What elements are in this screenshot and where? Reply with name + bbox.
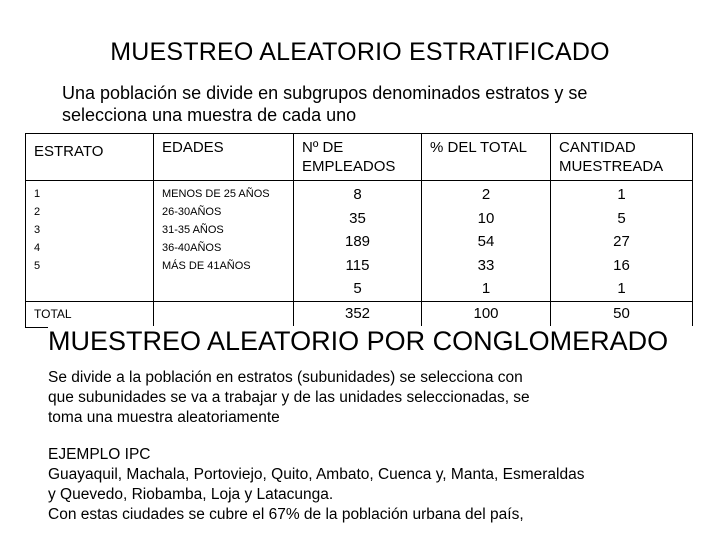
paragraph-line: toma una muestra aleatoriamente bbox=[48, 409, 280, 426]
header-label: % DEL TOTAL bbox=[430, 139, 527, 156]
porcentaje-value: 54 bbox=[477, 233, 495, 250]
paragraph-line: Se divide a la población en estratos (subunidades) se selecciona con bbox=[48, 369, 523, 386]
cantidad-value: 5 bbox=[617, 209, 626, 227]
cantidad-cell bbox=[551, 181, 693, 302]
estrato-value: 2 bbox=[34, 206, 41, 218]
empleados-value: 8 bbox=[353, 186, 362, 203]
empleados-value: 35 bbox=[349, 209, 366, 227]
header-empleados bbox=[294, 134, 422, 181]
header-label: EMPLEADOS bbox=[302, 158, 396, 175]
section-title: MUESTREO ALEATORIO POR CONGLOMERADO bbox=[48, 326, 720, 357]
intro-line: selecciona una muestra de cada uno bbox=[62, 105, 357, 125]
paragraph-line: Con estas ciudades se cubre el 67% de la población urbana del país, bbox=[48, 506, 524, 523]
header-label: Nº DE bbox=[302, 139, 344, 156]
header-estrato bbox=[26, 134, 154, 181]
example-paragraph bbox=[48, 445, 698, 525]
strata-table bbox=[25, 133, 693, 328]
total-label: TOTAL bbox=[34, 306, 72, 321]
porcentaje-list bbox=[422, 181, 550, 301]
header-edades bbox=[154, 134, 294, 181]
total-empleados-cell bbox=[294, 301, 422, 327]
porcentaje-value: 33 bbox=[477, 256, 495, 274]
estrato-value: 1 bbox=[34, 188, 41, 200]
cantidad-list bbox=[551, 181, 692, 301]
header-label: EDADES bbox=[162, 139, 224, 156]
paragraph-line: EJEMPLO IPC bbox=[48, 446, 151, 463]
empleados-cell bbox=[294, 181, 422, 302]
cantidad-value: 27 bbox=[613, 233, 630, 250]
empleados-value: 189 bbox=[344, 233, 371, 250]
edades-value: 31-35 AÑOS bbox=[162, 224, 224, 236]
total-label-cell bbox=[26, 301, 154, 327]
estrato-value: 3 bbox=[34, 224, 41, 236]
estrato-value: 5 bbox=[34, 260, 41, 272]
header-label: ESTRATO bbox=[34, 143, 104, 160]
estrato-value: 4 bbox=[34, 242, 41, 254]
total-porcentaje-cell bbox=[422, 301, 551, 327]
cantidad-value: 16 bbox=[613, 256, 630, 274]
header-porcentaje bbox=[422, 134, 551, 181]
edades-value: MENOS DE 25 AÑOS bbox=[162, 188, 270, 200]
cantidad-value: 1 bbox=[617, 280, 626, 297]
edades-value: MÁS DE 41AÑOS bbox=[162, 260, 251, 272]
total-empleados: 352 bbox=[344, 304, 371, 322]
empleados-value: 5 bbox=[353, 280, 362, 297]
table-header-row bbox=[26, 134, 693, 181]
table-body-row bbox=[26, 181, 693, 302]
header-label: MUESTREADA bbox=[559, 158, 664, 175]
table-total-row bbox=[26, 301, 693, 327]
paragraph-line: Guayaquil, Machala, Portoviejo, Quito, Ambato, Cuenca y, Manta, Esmeraldas bbox=[48, 466, 585, 483]
porcentaje-value: 10 bbox=[477, 209, 495, 227]
porcentaje-value: 1 bbox=[481, 280, 491, 297]
header-cantidad bbox=[551, 134, 693, 181]
edades-cell bbox=[154, 181, 294, 302]
section-paragraph bbox=[48, 368, 698, 428]
total-porcentaje: 100 bbox=[473, 304, 499, 322]
porcentaje-value: 2 bbox=[481, 186, 491, 203]
empleados-list bbox=[294, 181, 421, 301]
header-label: CANTIDAD bbox=[559, 139, 636, 156]
estrato-cell bbox=[26, 181, 154, 302]
edades-value: 36-40AÑOS bbox=[162, 242, 222, 254]
paragraph-line: y Quevedo, Riobamba, Loja y Latacunga. bbox=[48, 486, 334, 503]
cantidad-value: 1 bbox=[617, 186, 626, 203]
intro-line: Una población se divide en subgrupos denominados estratos y se bbox=[62, 83, 588, 103]
total-cantidad-cell bbox=[551, 301, 693, 327]
total-empty-cell bbox=[154, 301, 294, 327]
porcentaje-cell bbox=[422, 181, 551, 302]
estrato-list bbox=[26, 181, 153, 275]
intro-text bbox=[62, 82, 682, 126]
total-cantidad: 50 bbox=[613, 304, 630, 322]
edades-list bbox=[154, 181, 293, 275]
empleados-value: 115 bbox=[345, 256, 370, 274]
edades-value: 26-30AÑOS bbox=[162, 206, 222, 218]
slide-title: MUESTREO ALEATORIO ESTRATIFICADO bbox=[110, 38, 610, 66]
paragraph-line: que subunidades se va a trabajar y de las unidades seleccionadas, se bbox=[48, 389, 530, 406]
